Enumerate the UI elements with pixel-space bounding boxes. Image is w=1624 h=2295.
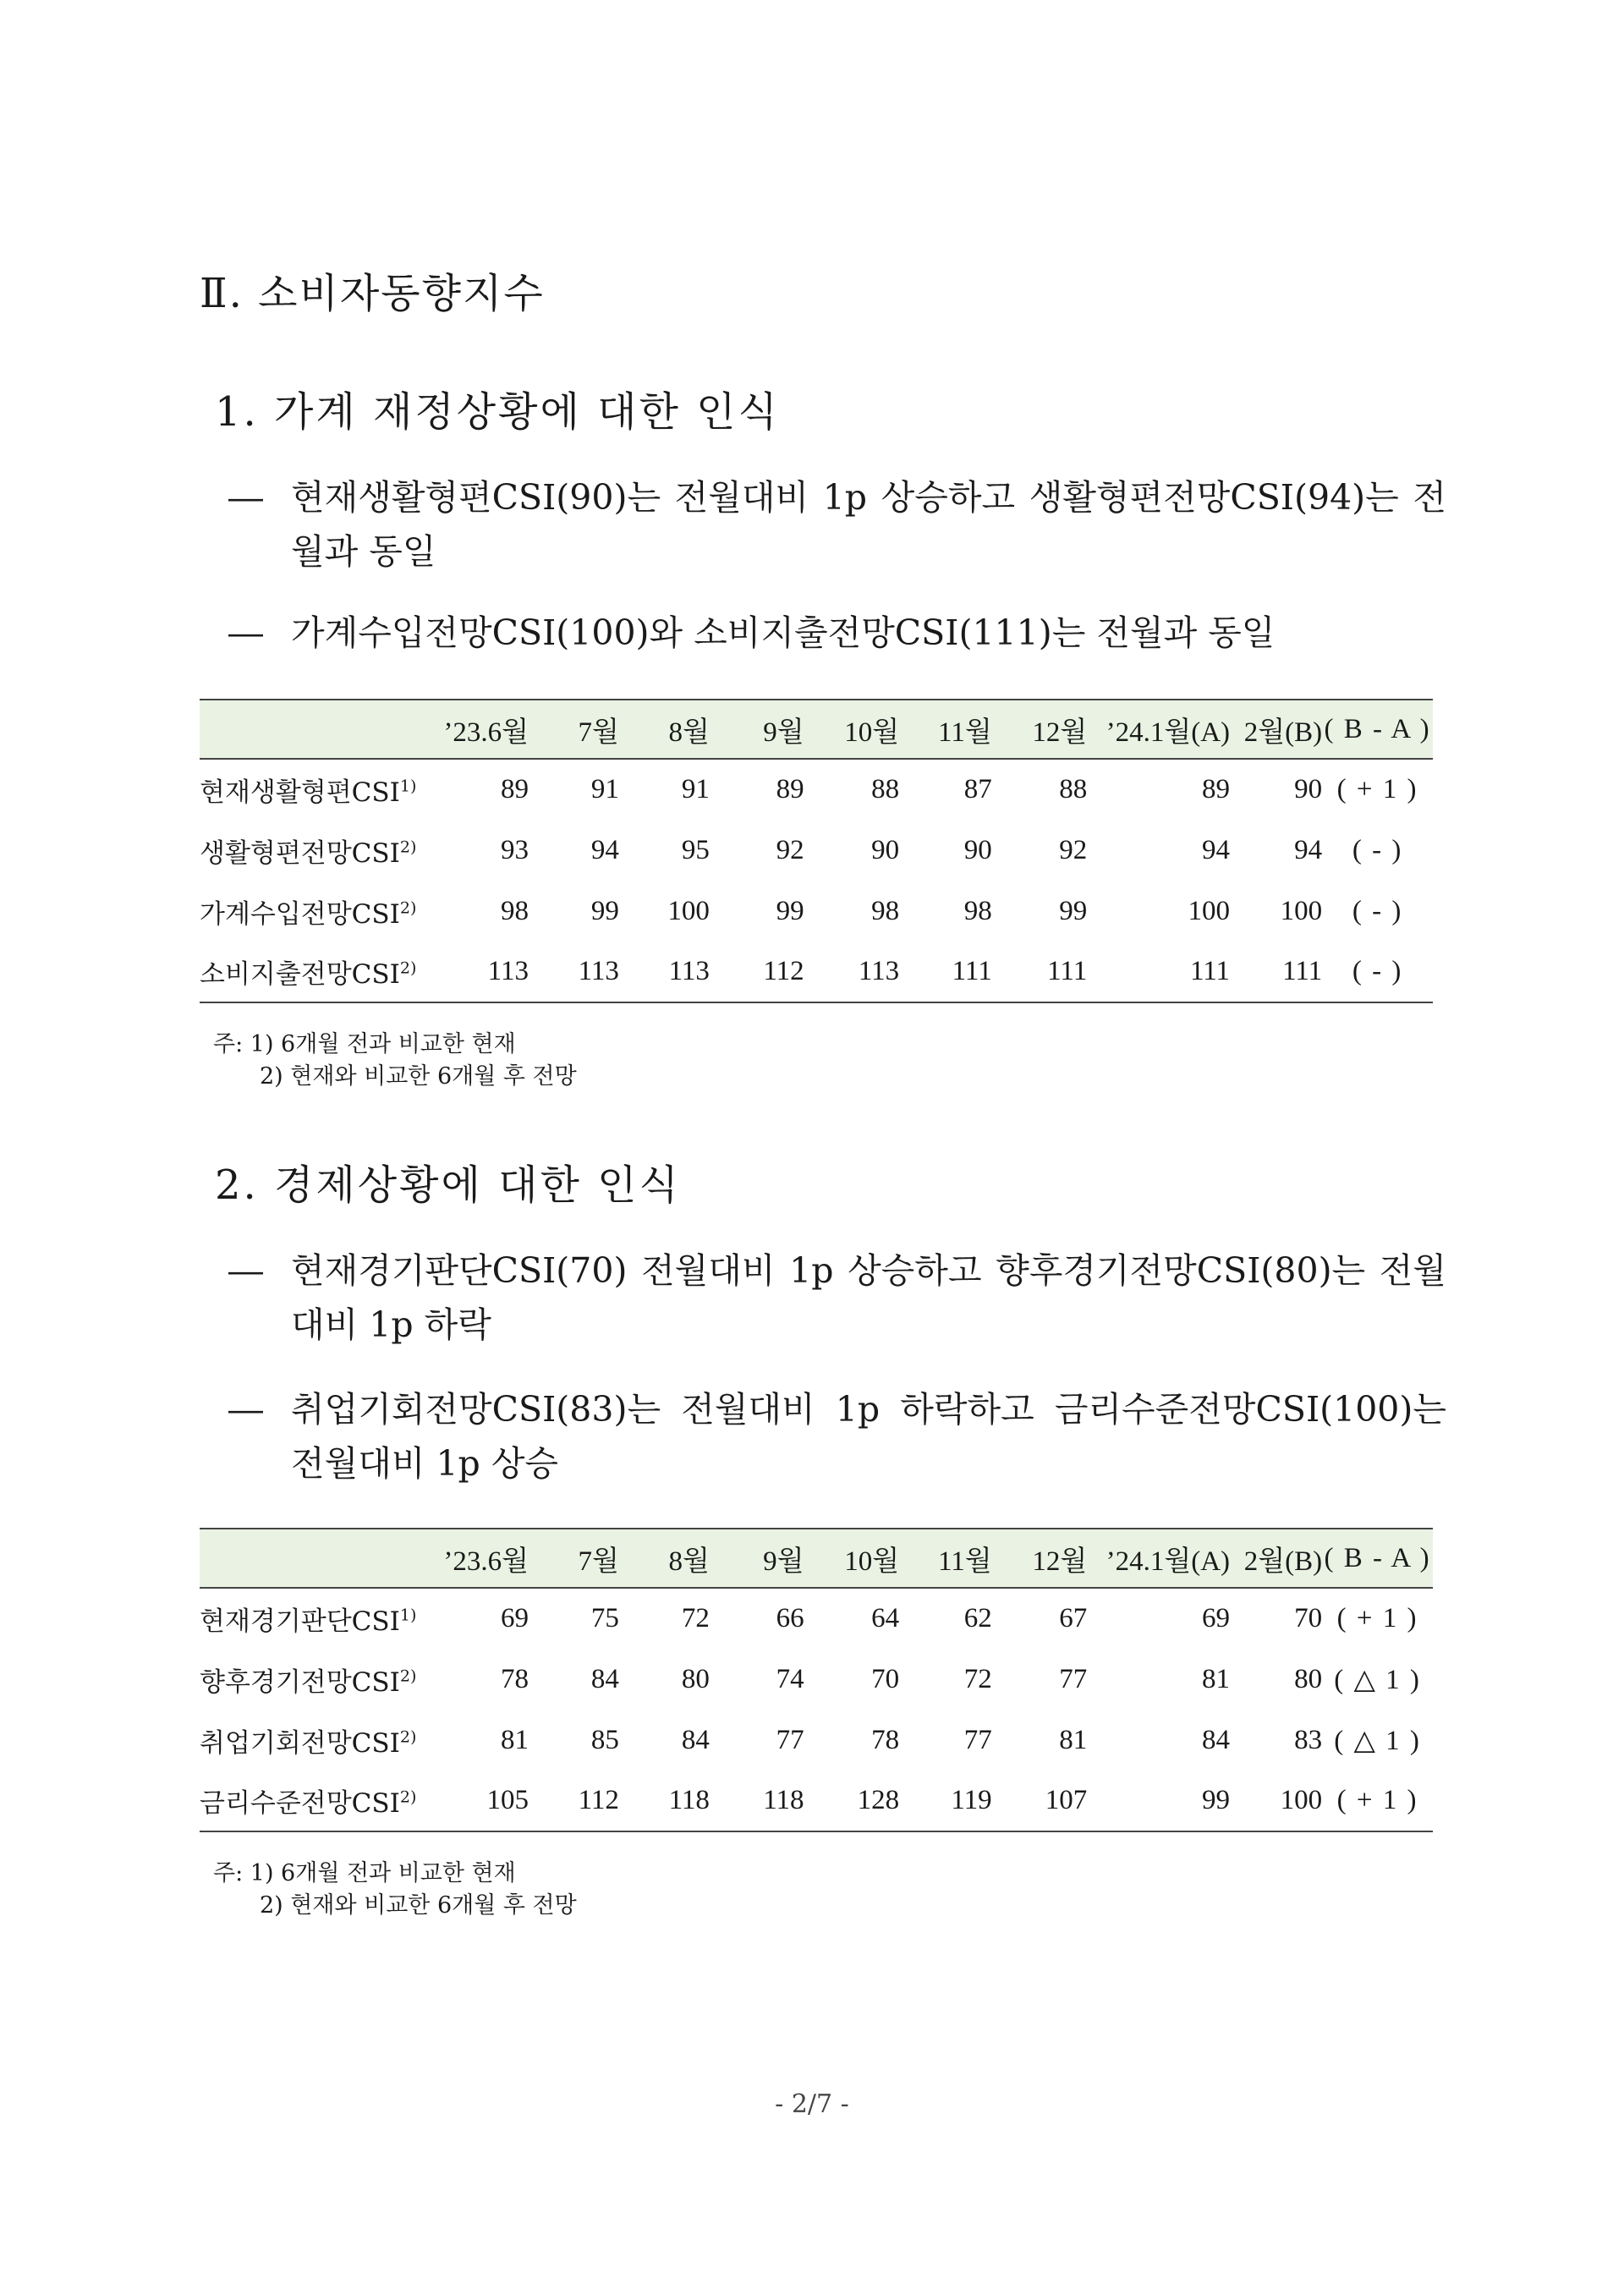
dash-marker: ― [228,1250,263,1291]
row-label [200,1588,443,1649]
value-cell: 78 [871,1724,900,1755]
header-cell: ’24.1월(A) [1106,717,1231,748]
header-cell: ( B - A ) [1324,1542,1431,1573]
table-row [200,820,1433,881]
value-cell: 83 [1294,1724,1323,1755]
economy-csi-table [200,1528,1433,1832]
value-cell: 81 [1202,1663,1231,1694]
footnote-marker: 2) [399,1666,417,1686]
row-label-text: 향후경기전망CSI [200,1666,400,1698]
header-cell: 12월 [1032,1546,1088,1577]
value-cell: 93 [500,834,529,865]
value-cell: 89 [1202,774,1231,804]
value-cell: 112 [763,956,804,986]
bullet-economy-1 [228,1244,1446,1352]
row-label [200,1710,443,1771]
value-cell: 111 [952,956,992,986]
row-label [200,942,443,1002]
value-cell: 94 [1202,834,1231,865]
subsection-title-household: 1. 가계 재정상황에 대한 인식 [215,388,780,436]
value-cell: 85 [590,1724,619,1755]
header-cell: 8월 [668,1546,710,1577]
note-line: 주: 1) 6개월 전과 비교한 현재 [213,1860,516,1886]
value-cell: 98 [963,895,992,926]
value-cell: 113 [487,956,529,986]
footnote-marker: 2) [399,1787,417,1807]
table-header-row [200,700,1433,759]
value-cell: 70 [1294,1603,1323,1633]
header-cell: ( B - A ) [1324,713,1431,744]
bullet-household-1 [228,470,1446,579]
value-cell: 91 [681,774,710,804]
footnote-marker: 2) [399,837,417,857]
bullet-household-2 [228,606,1446,660]
table-notes-economy [213,1858,577,1922]
value-cell: 98 [500,895,529,926]
value-cell: 89 [500,774,529,804]
value-cell: 80 [681,1663,710,1694]
row-label [200,759,443,820]
value-cell: 94 [1294,834,1323,865]
header-cell: 2월(B) [1243,1546,1323,1577]
note-line: 2) 현재와 비교한 6개월 후 전망 [260,1892,577,1919]
value-cell: 67 [1059,1603,1088,1633]
value-cell: 100 [1280,1785,1323,1815]
header-cell: 7월 [578,717,619,748]
value-cell: 84 [590,1663,619,1694]
value-cell: 77 [963,1724,992,1755]
value-cell: 90 [871,834,900,865]
value-cell: 107 [1045,1785,1088,1815]
value-cell: 99 [1059,895,1088,926]
value-cell: 72 [681,1603,710,1633]
value-cell: 92 [776,834,804,865]
row-label-text: 소비지출전망CSI [200,959,400,990]
bullet-text: 현재생활형편CSI(90)는 전월대비 1p 상승하고 생활형편전망CSI(94)는 전월과 동일 [291,477,1446,572]
header-cell: 2월(B) [1243,717,1323,748]
bullet-text: 가계수입전망CSI(100)와 소비지출전망CSI(111)는 전월과 동일 [291,612,1276,653]
footnote-marker: 2) [399,898,417,918]
header-cell: 11월 [938,717,992,748]
value-cell: 80 [1294,1663,1323,1694]
value-cell: 99 [590,895,619,926]
table-row [200,881,1433,942]
header-cell: 8월 [668,717,710,748]
value-cell: 72 [963,1663,992,1694]
value-cell: 118 [763,1785,804,1815]
table-row [200,759,1433,820]
value-cell: 69 [500,1603,529,1633]
header-cell: ’24.1월(A) [1106,1546,1231,1577]
value-cell: 90 [1294,774,1323,804]
table-header-row [200,1529,1433,1588]
header-cell: 7월 [578,1546,619,1577]
value-cell: 100 [1280,895,1323,926]
value-cell: 98 [871,895,900,926]
bullet-text: 현재경기판단CSI(70) 전월대비 1p 상승하고 향후경기전망CSI(80)는 전월대비 1p 하락 [291,1250,1446,1345]
value-cell: 91 [590,774,619,804]
change-cell: ( △ 1 ) [1334,1726,1421,1756]
value-cell: 118 [668,1785,710,1815]
value-cell: 99 [1202,1785,1231,1815]
value-cell: 94 [590,834,619,865]
row-label [200,881,443,942]
header-cell [200,1529,443,1588]
header-cell: 12월 [1032,717,1088,748]
value-cell: 77 [1059,1663,1088,1694]
value-cell: 69 [1202,1603,1231,1633]
dash-marker: ― [228,1389,263,1430]
table-row [200,942,1433,1002]
value-cell: 112 [578,1785,619,1815]
value-cell: 113 [858,956,900,986]
row-label-text: 취업기회전망CSI [200,1727,400,1759]
value-cell: 105 [486,1785,529,1815]
value-cell: 128 [857,1785,900,1815]
value-cell: 119 [951,1785,992,1815]
value-cell: 88 [871,774,900,804]
value-cell: 99 [776,895,804,926]
footnote-marker: 2) [399,958,417,978]
value-cell: 89 [776,774,804,804]
footnote-marker: 1) [399,777,417,796]
dash-marker: ― [228,477,263,518]
table-row [200,1649,1433,1710]
value-cell: 90 [963,834,992,865]
value-cell: 111 [1282,956,1323,986]
value-cell: 81 [500,1724,529,1755]
value-cell: 100 [667,895,710,926]
change-cell: ( + 1 ) [1336,1603,1418,1633]
header-cell: 9월 [763,1546,804,1577]
value-cell: 111 [1047,956,1088,986]
value-cell: 92 [1059,834,1088,865]
value-cell: 64 [871,1603,900,1633]
bullet-text: 취업기회전망CSI(83)는 전월대비 1p 하락하고 금리수준전망CSI(100)는 전월대비 1p 상승 [291,1389,1446,1484]
table-row [200,1588,1433,1649]
table-row [200,1710,1433,1771]
change-cell: ( + 1 ) [1336,1785,1418,1815]
subsection-title-economy: 2. 경제상황에 대한 인식 [215,1161,681,1209]
header-cell: 9월 [763,717,804,748]
row-label [200,820,443,881]
footnote-marker: 2) [399,1727,417,1747]
change-cell: ( + 1 ) [1336,774,1418,804]
table-notes-household [213,1029,577,1093]
row-label-text: 현재경기판단CSI [200,1606,400,1637]
value-cell: 62 [963,1603,992,1633]
value-cell: 77 [776,1724,804,1755]
value-cell: 113 [668,956,710,986]
value-cell: 113 [578,956,619,986]
row-label-text: 생활형편전망CSI [200,837,400,869]
row-label [200,1771,443,1831]
section-title: Ⅱ. 소비자동향지수 [200,270,545,317]
value-cell: 70 [871,1663,900,1694]
value-cell: 95 [681,834,710,865]
value-cell: 75 [590,1603,619,1633]
value-cell: 81 [1059,1724,1088,1755]
row-label-text: 금리수준전망CSI [200,1788,400,1819]
header-cell: ’23.6월 [443,717,529,748]
value-cell: 100 [1188,895,1231,926]
value-cell: 84 [1202,1724,1231,1755]
header-cell: 10월 [844,717,900,748]
note-line: 2) 현재와 비교한 6개월 후 전망 [260,1063,577,1090]
value-cell: 88 [1059,774,1088,804]
dash-marker: ― [228,612,263,653]
header-cell [200,700,443,759]
change-cell: ( - ) [1352,956,1403,986]
bullet-economy-2 [228,1382,1446,1491]
row-label [200,1649,443,1710]
footnote-marker: 1) [399,1606,417,1625]
value-cell: 78 [500,1663,529,1694]
page-number: - 2/7 - [775,2089,849,2119]
header-cell: 11월 [938,1546,992,1577]
note-line: 주: 1) 6개월 전과 비교한 현재 [213,1031,516,1057]
table-row [200,1771,1433,1831]
change-cell: ( - ) [1352,834,1403,865]
row-label-text: 가계수입전망CSI [200,898,400,930]
household-csi-table [200,699,1433,1003]
row-label-text: 현재생활형편CSI [200,777,400,808]
value-cell: 84 [681,1724,710,1755]
value-cell: 111 [1189,956,1231,986]
value-cell: 87 [963,774,992,804]
change-cell: ( - ) [1352,895,1403,926]
value-cell: 74 [776,1663,804,1694]
header-cell: ’23.6월 [443,1546,529,1577]
change-cell: ( △ 1 ) [1334,1665,1421,1695]
header-cell: 10월 [844,1546,900,1577]
value-cell: 66 [776,1603,804,1633]
